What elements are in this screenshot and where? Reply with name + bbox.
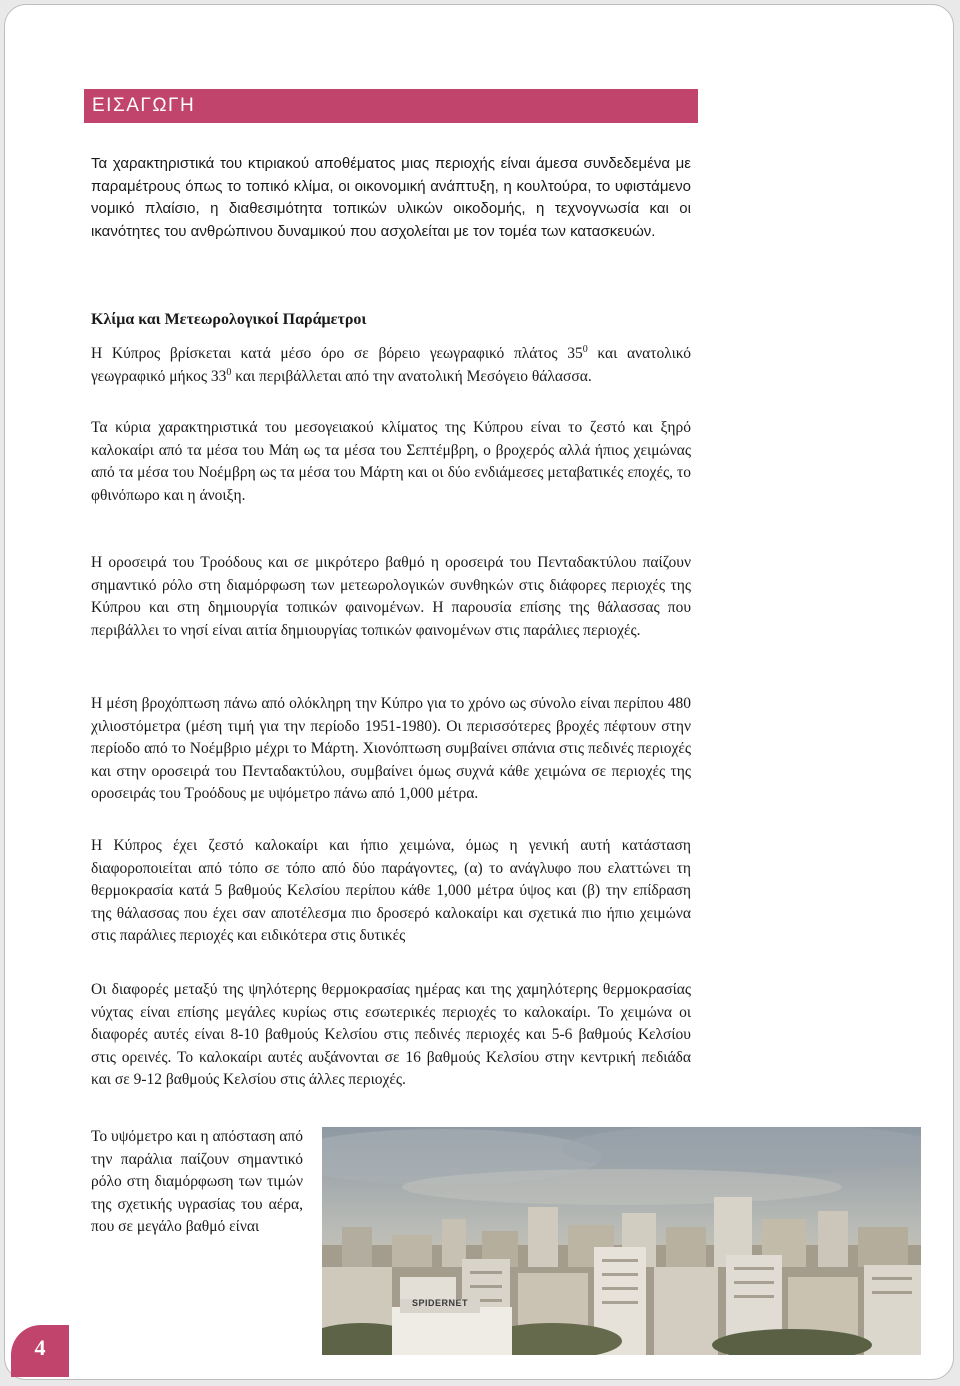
page-number: 4 bbox=[34, 1335, 46, 1360]
paragraph-location-c: και περιβάλλεται από την ανατολική Μεσόγειο θάλασσα. bbox=[231, 367, 592, 385]
document-page bbox=[4, 4, 954, 1380]
paragraph-climate: Τα κύρια χαρακτηριστικά του μεσογειακού κλίματος της Κύπρου είναι το ζεστό και ξηρό καλοκαίρι από τα μέσα του Μάη ως τα μέσα του Σεπτέμβρη, ο βροχερός αλλά ήπιος χειμώνας από τα μέσα του Νοέμβρη ως τα μέσα του Μάρτη και οι δύο ενδιάμεσες μεταβατικές εποχές, το φθινόπωρο και η άνοιξη. bbox=[91, 419, 691, 504]
paragraph-mountains: Η οροσειρά του Τροόδους και σε μικρότερο βαθμό η οροσειρά του Πενταδακτύλου παίζουν σημαντικό ρόλο στη διαμόρφωση των μετεωρολογικών συνθηκών στις διάφορες περιοχές της Κύπρου και στη δημιουργία τοπικών φαινομένων. Η παρουσία επίσης της θάλασσας που περιβάλλει το νησί είναι αιτία δημιουργίας τοπικών φαινομένων στις παράλιες περιοχές. bbox=[91, 554, 691, 639]
degree-superscript-1: 0 bbox=[582, 343, 588, 355]
paragraph-location-b: και ανατολικό γεωγραφικό μήκος 33 bbox=[91, 345, 691, 385]
paragraph-rainfall: Η μέση βροχόπτωση πάνω από ολόκληρη την Κύπρο για το χρόνο ως σύνολο είναι περίπου 480 χιλιοστόμετρα (μέση τιμή για την περίοδο 1951-1980). Οι περισσότερες βροχές πέφτουν στην περίοδο από το Νοέμβριο μέχρι το Μάρτη. Χιονόπτωση συμβαίνει σπάνια στις πεδινές περιοχές και στην οροσειρά του Πενταδακτύλου, συμβαίνει όμως συχνά κάθε χειμώνα σε περιοχές της οροσειράς του Τροόδους με υψόμετρο πάνω από 1,000 μέτρα. bbox=[91, 695, 691, 803]
section-title: Κλίμα και Μετεωρολογικοί Παράμετροι bbox=[91, 311, 367, 328]
section-heading: ΕΙΣΑΓΩΓΗ bbox=[84, 89, 698, 123]
cityscape-illustration bbox=[322, 1127, 921, 1355]
paragraph-location bbox=[91, 343, 691, 388]
building-sign: SPIDERNET bbox=[411, 1298, 468, 1308]
page-number-badge bbox=[11, 1325, 69, 1377]
paragraph-humidity: Το υψόμετρο και η απόσταση από την παράλια παίζουν σημαντικό ρόλο στη διαμόρφωση των τιμών της σχετικής υγρασίας του αέρα, που σε μεγάλο βαθμό είναι bbox=[91, 1128, 303, 1236]
paragraph-differences: Οι διαφορές μεταξύ της ψηλότερης θερμοκρασίας ημέρας και της χαμηλότερης θερμοκρασίας νύχτας είναι επίσης μεγάλες κυρίως στις εσωτερικές περιοχές το καλοκαίρι. Το χειμώνα οι διαφορές αυτές είναι 8-10 βαθμούς Κελσίου στις πεδινές περιοχές και 5-6 βαθμούς Κελσίου στις ορεινές. Το καλοκαίρι αυτές αυξάνονται σε 16 βαθμούς Κελσίου στην κεντρική πεδιάδα και σε 9-12 βαθμούς Κελσίου στις άλλες περιοχές. bbox=[91, 981, 691, 1089]
paragraph-location-a: Η Κύπρος βρίσκεται κατά μέσο όρο σε βόρειο γεωγραφικό πλάτος 35 bbox=[91, 345, 583, 362]
paragraph-temperature: Η Κύπρος έχει ζεστό καλοκαίρι και ήπιο χειμώνα, όμως η γενική αυτή κατάσταση διαφοροποιείται από τόπο σε τόπο από δύο παράγοντες, (α) το ανάγλυφο που ελαττώνει τη θερμοκρασία κατά 5 βαθμούς Κελσίου περίπου κάθε 1,000 μέτρα ύψος και (β) την επίδραση της θάλασσας που έχει σαν αποτέλεσμα πιο δροσερό καλοκαίρι και σχετικά πιο ήπιο χειμώνα στις παράλιες περιοχές και ειδικότερα στις δυτικές bbox=[91, 837, 691, 945]
degree-superscript-2: 0 bbox=[226, 366, 232, 378]
city-photo bbox=[322, 1127, 921, 1355]
intro-paragraph: Τα χαρακτηριστικά του κτιριακού αποθέματος μιας περιοχής είναι άμεσα συνδεδεμένα με παραμέτρους όπως το τοπικό κλίμα, οι οικονομική ανάπτυξη, η κουλτούρα, το υφιστάμενο νομικό πλαίσιο, η διαθεσιμότητα τοπικών υλικών οικοδομής, η τεχνογνωσία και οι ικανότητες του ανθρώπινου δυναμικού που ασχολείται με τον τομέα των κατασκευών. bbox=[91, 155, 691, 240]
